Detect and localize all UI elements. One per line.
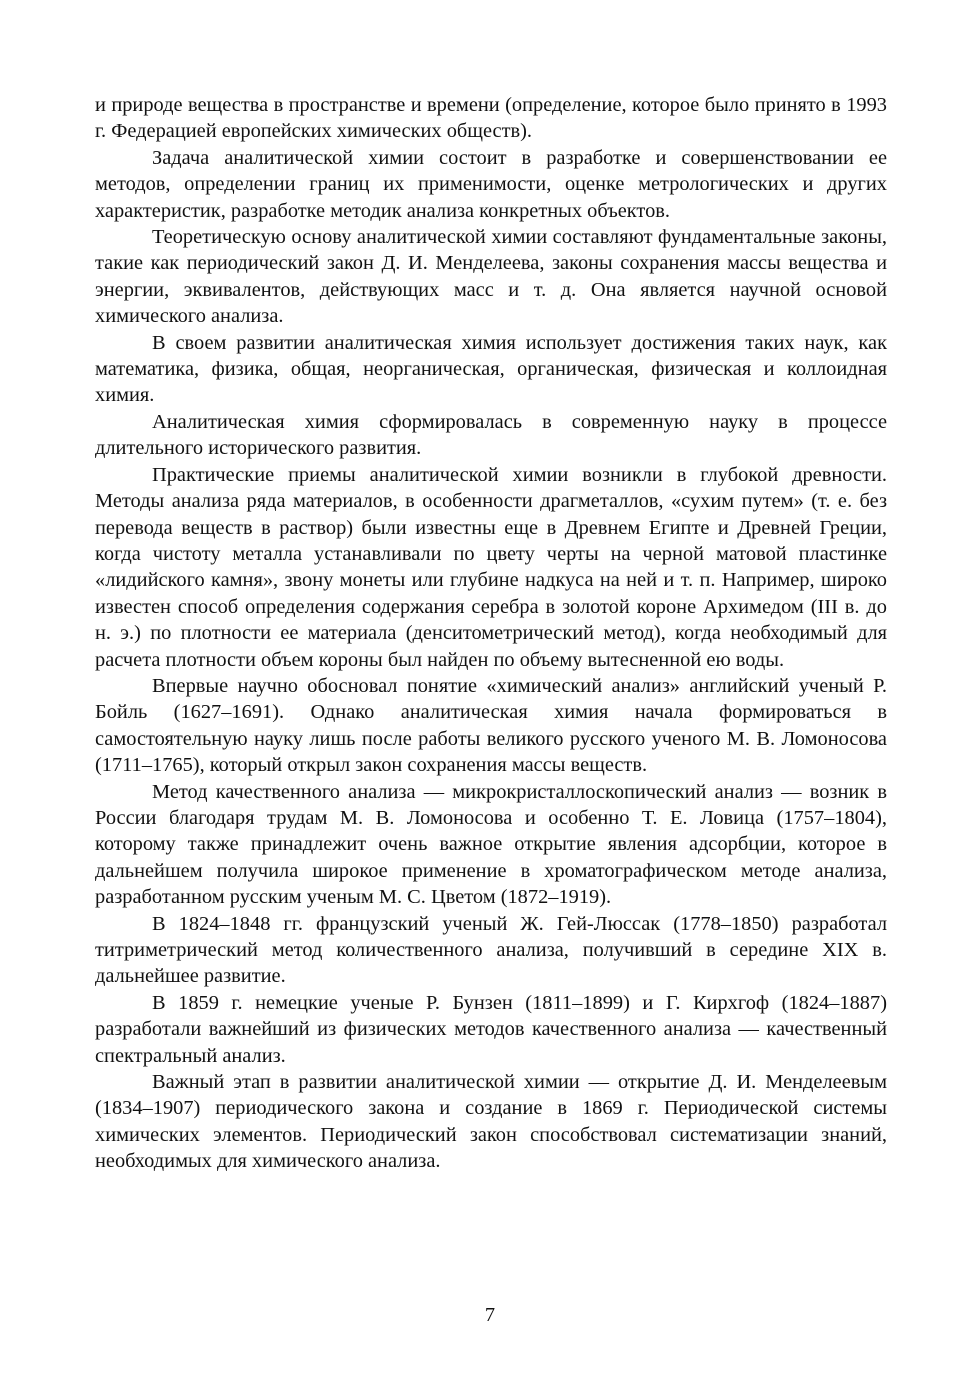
paragraph-ancient-methods: Практические приемы аналитической химии возникли в глубокой древности. Методы анализа ряда материалов, в особенности драгметаллов, «сухим путем» (т. е. без перевода веществ в раствор) были известны еще в Древнем Египте и Древней Греции, когда чистоту металла устанавливали по цвету черты на черной матовой пластинке «лидийского камня», звону монеты или глубине надкуса на ней и т. п. Например, широко известен способ определения содержания серебра в золотой короне Архимедом (III в. до н. э.) по плотности ее материала (денситометрический метод), когда необходимый для расчета плотности объем короны был найден по объему вытесненной ею воды. bbox=[95, 463, 887, 671]
paragraph-historical-development: Аналитическая химия сформировалась в современную науку в процессе длительного исторического развития. bbox=[95, 410, 887, 460]
page-number: 7 bbox=[484, 1304, 496, 1326]
paragraph-theoretical-basis: Теоретическую основу аналитической химии составляют фундаментальные законы, такие как периодический закон Д. И. Менделеева, законы сохранения массы вещества и энергии, эквивалентов, действующих масс и т. д. Она является научной основой химического анализа. bbox=[95, 226, 887, 328]
paragraph-mendeleev: Важный этап в развитии аналитической химии — открытие Д. И. Менделеевым (1834–1907) периодического закона и создание в 1869 г. Периодической системы химических элементов. Периодический закон способствовал систематизации знаний, необходимых для химического анализа. bbox=[95, 1071, 887, 1173]
paragraph-qualitative-analysis: Метод качественного анализа — микрокристаллоскопический анализ — возник в России благодаря трудам М. В. Ломоносова и особенно Т. Е. Ловица (1757–1804), которому также принадлежит очень важное открытие явления адсорбции, которое в дальнейшем получила широкое применение в хроматографическом методе анализа, разработанном русским ученым М. С. Цветом (1872–1919). bbox=[95, 780, 887, 909]
paragraph-task-of-analytical-chemistry: Задача аналитической химии состоит в разработке и совершенствовании ее методов, определении границ их применимости, оценке метрологических и других характеристик, разработке методик анализа конкретных объектов. bbox=[95, 146, 887, 222]
paragraph-gay-lussac: В 1824–1848 гг. французский ученый Ж. Гей-Люссак (1778–1850) разработал титриметрический метод количественного анализа, получивший в середине XIX в. дальнейшее развитие. bbox=[95, 912, 887, 988]
paragraph-boyle-lomonosov: Впервые научно обосновал понятие «химический анализ» английский ученый Р. Бойль (1627–1691). Однако аналитическая химия начала формироваться в самостоятельную науку лишь после работы великого русского ученого М. В. Ломоносова (1711–1765), который открыл закон сохранения массы веществ. bbox=[95, 674, 887, 777]
page-body bbox=[95, 92, 887, 1175]
paragraph-bunsen-kirchhoff: В 1859 г. немецкие ученые Р. Бунзен (1811–1899) и Г. Кирхгоф (1824–1887) разработали важнейший из физических методов качественного анализа — качественный спектральный анализ. bbox=[95, 991, 887, 1067]
paragraph-continuation: и природе вещества в пространстве и времени (определение, которое было принято в 1993 г. Федерацией европейских химических обществ). bbox=[95, 94, 887, 143]
paragraph-related-sciences: В своем развитии аналитическая химия использует достижения таких наук, как математика, физика, общая, неорганическая, органическая, физическая и коллоидная химия. bbox=[95, 331, 887, 407]
